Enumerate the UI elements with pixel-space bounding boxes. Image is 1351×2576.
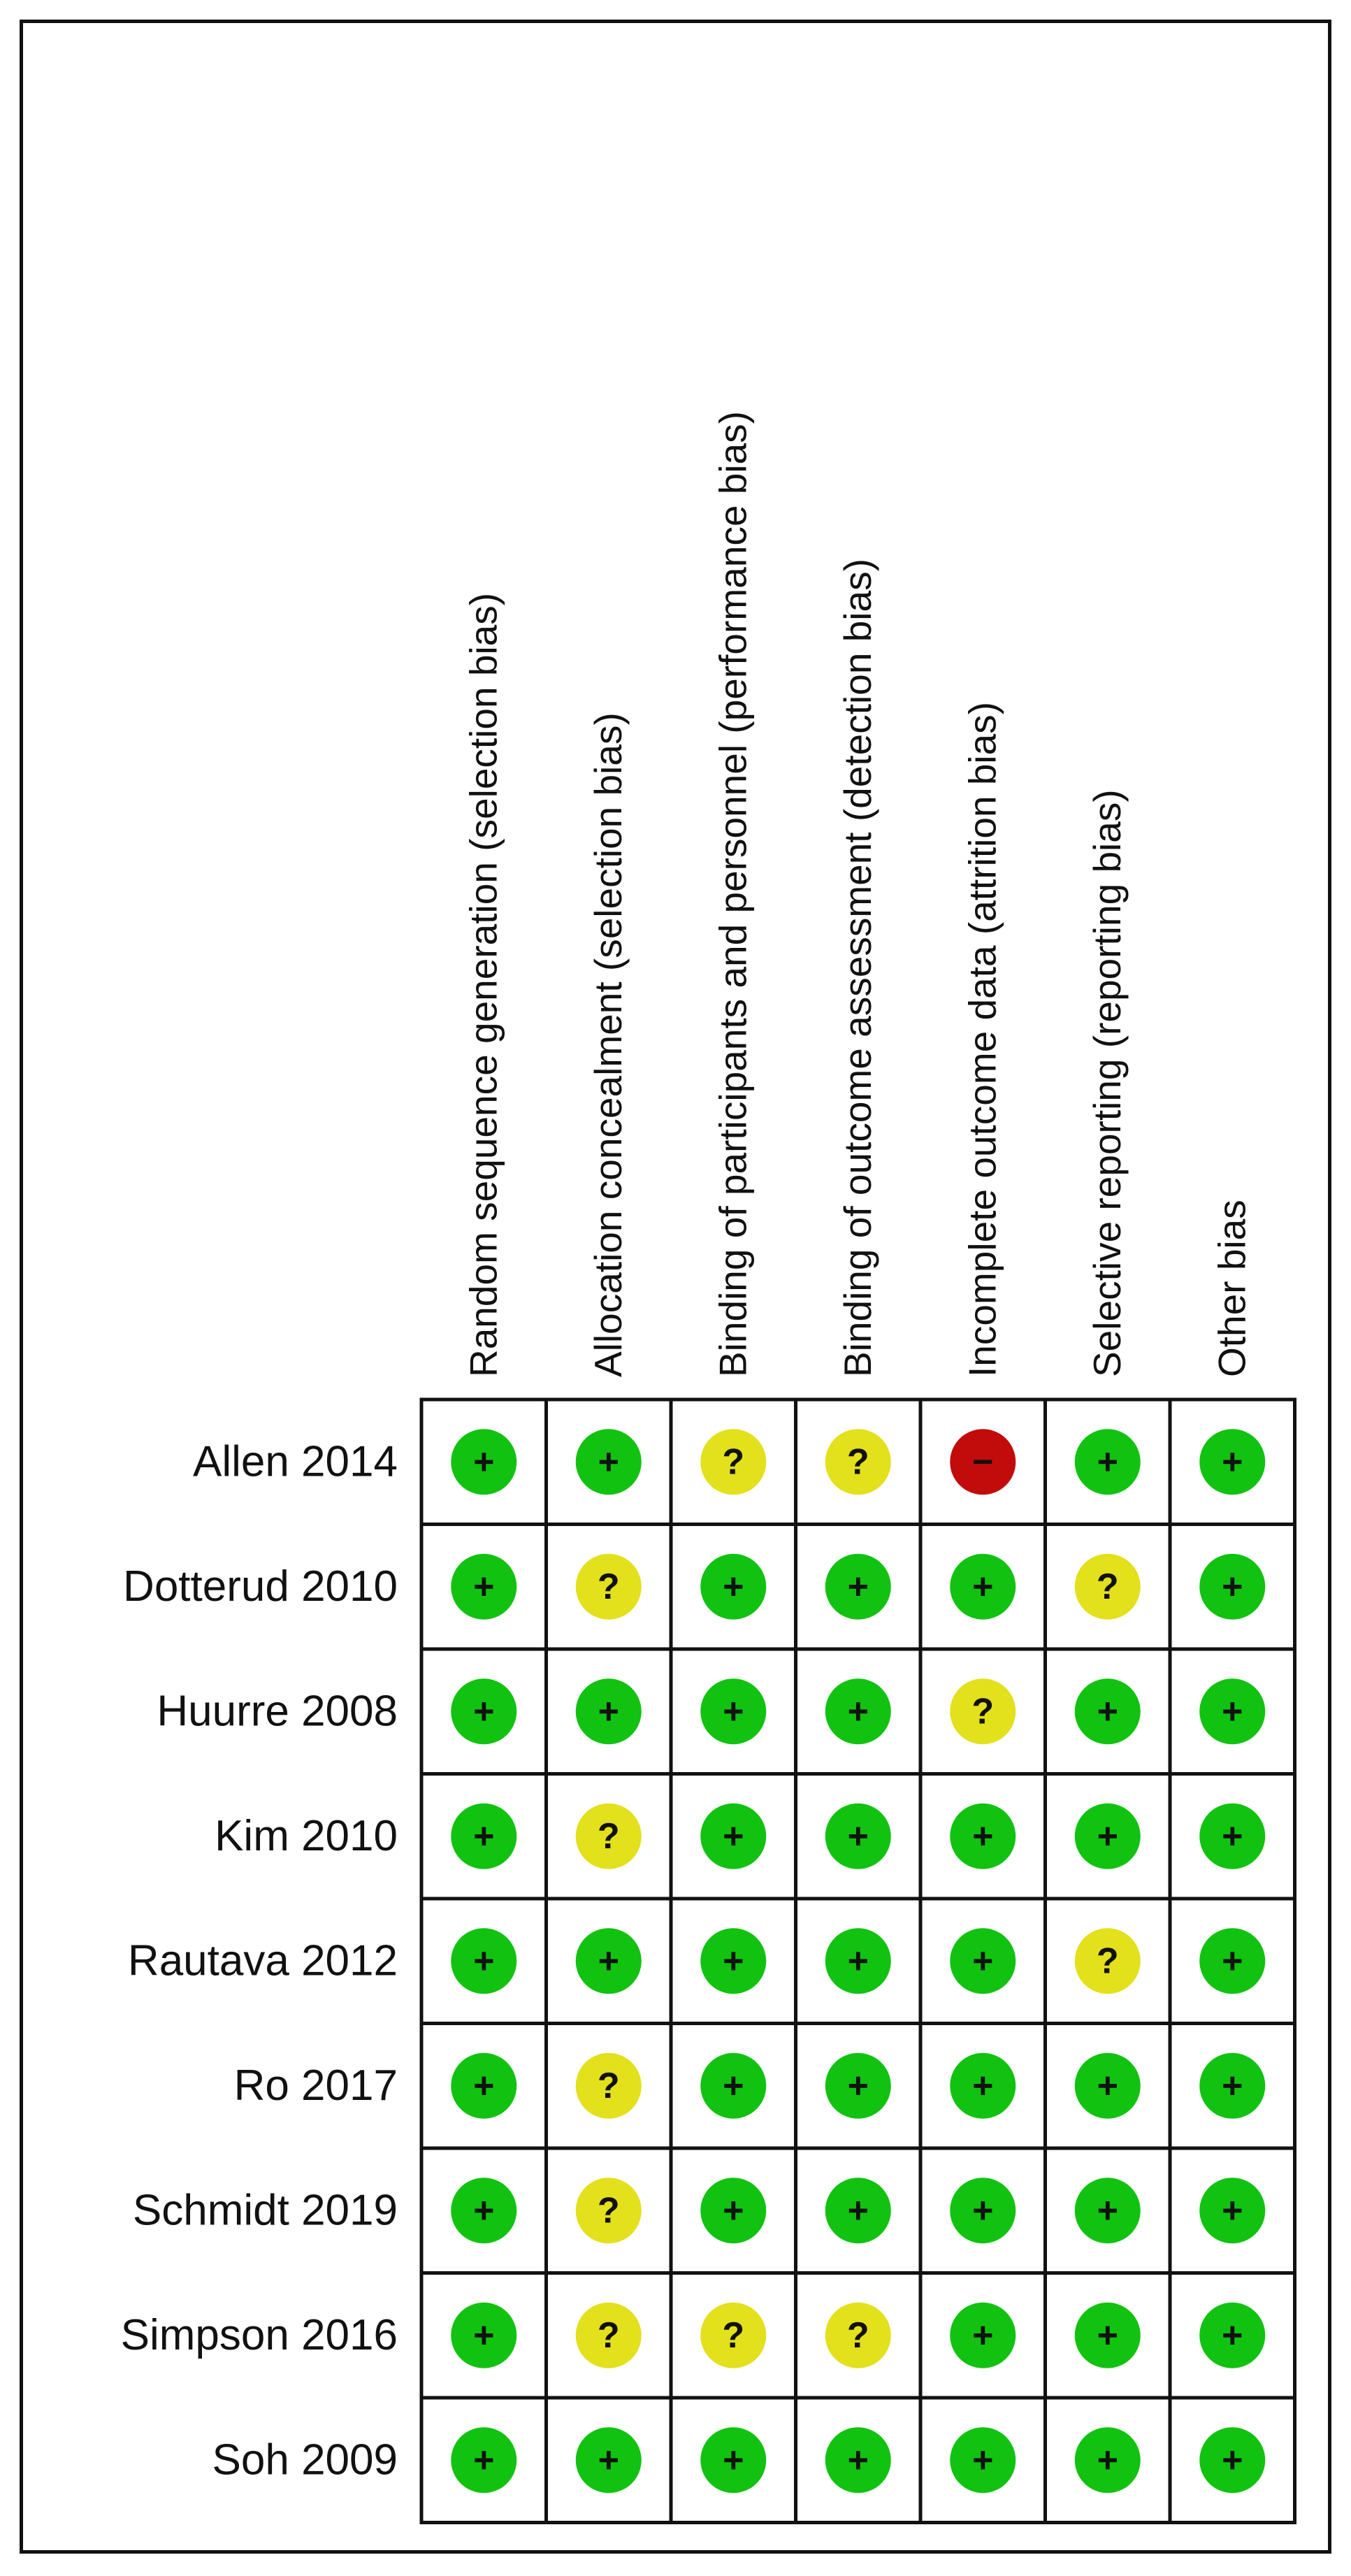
risk-symbol-low: +	[1222, 1441, 1243, 1483]
judgement-low-ro-2017-col-3	[700, 2053, 766, 2119]
judgement-low-soh-2009-col-3	[700, 2427, 766, 2493]
study-label-rautava-2012: Rautava 2012	[127, 1936, 398, 1985]
judgement-low-huurre-2008-col-4	[825, 1678, 891, 1744]
risk-symbol-low: +	[972, 2315, 994, 2356]
judgement-low-dotterud-2010-col-1	[451, 1554, 516, 1620]
judgement-low-rautava-2012-col-4	[825, 1928, 891, 1994]
judgement-low-schmidt-2019-col-3	[700, 2178, 766, 2243]
risk-symbol-low: +	[723, 1566, 744, 1607]
judgement-unclear-rautava-2012-col-6	[1075, 1928, 1141, 1994]
judgement-low-allen-2014-col-6	[1075, 1429, 1141, 1495]
study-label-simpson-2016: Simpson 2016	[120, 2310, 398, 2359]
judgement-low-soh-2009-col-5	[950, 2427, 1016, 2493]
study-label-schmidt-2019: Schmidt 2019	[132, 2186, 398, 2235]
judgement-unclear-ro-2017-col-2	[576, 2053, 642, 2119]
risk-symbol-low: +	[972, 2065, 994, 2106]
judgement-low-huurre-2008-col-6	[1075, 1678, 1141, 1744]
domain-header-allocation-concealment-selection-bias: Allocation concealment (selection bias)	[586, 712, 630, 1377]
risk-symbol-low: +	[972, 1815, 994, 1857]
judgement-low-huurre-2008-col-3	[700, 1678, 766, 1744]
domain-header-random-sequence-generation-selection-bias: Random sequence generation (selection bias)	[461, 592, 505, 1377]
risk-symbol-low: +	[473, 2065, 495, 2106]
risk-symbol-low: +	[598, 2440, 619, 2481]
judgement-low-simpson-2016-col-1	[451, 2303, 516, 2368]
study-label-soh-2009: Soh 2009	[212, 2435, 398, 2484]
judgement-low-soh-2009-col-2	[576, 2427, 642, 2493]
risk-symbol-unclear: ?	[971, 1691, 995, 1732]
judgement-low-soh-2009-col-7	[1199, 2427, 1265, 2493]
risk-symbol-unclear: ?	[722, 1441, 745, 1483]
risk-symbol-low: +	[972, 2440, 994, 2481]
risk-symbol-unclear: ?	[846, 1441, 869, 1483]
risk-symbol-unclear: ?	[597, 1815, 620, 1857]
risk-symbol-low: +	[972, 1566, 994, 1607]
judgement-low-simpson-2016-col-7	[1199, 2303, 1265, 2368]
risk-symbol-unclear: ?	[722, 2315, 745, 2356]
judgement-low-soh-2009-col-6	[1075, 2427, 1141, 2493]
risk-symbol-low: +	[473, 1691, 495, 1732]
judgement-low-simpson-2016-col-6	[1075, 2303, 1141, 2368]
judgement-low-schmidt-2019-col-5	[950, 2178, 1016, 2243]
judgement-unclear-simpson-2016-col-3	[700, 2303, 766, 2368]
judgement-low-dotterud-2010-col-3	[700, 1554, 766, 1620]
judgement-unclear-huurre-2008-col-5	[950, 1678, 1016, 1744]
risk-symbol-low: +	[1222, 2065, 1243, 2106]
judgement-low-rautava-2012-col-5	[950, 1928, 1016, 1994]
judgement-low-allen-2014-col-1	[451, 1429, 516, 1495]
judgement-low-ro-2017-col-4	[825, 2053, 891, 2119]
judgement-low-huurre-2008-col-1	[451, 1678, 516, 1744]
risk-symbol-low: +	[1097, 1441, 1118, 1483]
risk-symbol-low: +	[847, 1941, 869, 1982]
risk-symbol-low: +	[1222, 1941, 1243, 1982]
risk-symbol-low: +	[473, 1566, 495, 1607]
risk-symbol-low: +	[972, 1941, 994, 1982]
risk-symbol-low: +	[598, 1941, 619, 1982]
study-label-ro-2017: Ro 2017	[233, 2061, 398, 2110]
judgement-low-huurre-2008-col-2	[576, 1678, 642, 1744]
risk-symbol-low: +	[473, 1941, 495, 1982]
risk-symbol-low: +	[1097, 2315, 1118, 2356]
risk-symbol-low: +	[598, 1441, 619, 1483]
judgement-low-schmidt-2019-col-6	[1075, 2178, 1141, 2243]
risk-symbol-low: +	[1222, 1566, 1243, 1607]
risk-symbol-unclear: ?	[597, 1566, 620, 1607]
risk-symbol-low: +	[723, 2065, 744, 2106]
risk-symbol-low: +	[847, 1566, 869, 1607]
judgement-low-dotterud-2010-col-4	[825, 1554, 891, 1620]
judgement-low-ro-2017-col-7	[1199, 2053, 1265, 2119]
judgement-low-rautava-2012-col-1	[451, 1928, 516, 1994]
study-label-allen-2014: Allen 2014	[192, 1437, 398, 1486]
judgement-low-ro-2017-col-5	[950, 2053, 1016, 2119]
risk-symbol-unclear: ?	[597, 2065, 620, 2106]
risk-symbol-low: +	[1097, 2440, 1118, 2481]
risk-symbol-unclear: ?	[846, 2315, 869, 2356]
judgement-unclear-allen-2014-col-3	[700, 1429, 766, 1495]
risk-symbol-low: +	[598, 1691, 619, 1732]
judgement-low-ro-2017-col-6	[1075, 2053, 1141, 2119]
judgement-low-rautava-2012-col-3	[700, 1928, 766, 1994]
risk-symbol-low: +	[1097, 1815, 1118, 1857]
study-label-huurre-2008: Huurre 2008	[157, 1687, 398, 1736]
judgement-low-allen-2014-col-7	[1199, 1429, 1265, 1495]
risk-symbol-low: +	[723, 2440, 744, 2481]
judgement-low-allen-2014-col-2	[576, 1429, 642, 1495]
judgement-low-kim-2010-col-6	[1075, 1804, 1141, 1869]
judgement-low-kim-2010-col-7	[1199, 1804, 1265, 1869]
judgement-unclear-kim-2010-col-2	[576, 1804, 642, 1869]
judgement-unclear-simpson-2016-col-2	[576, 2303, 642, 2368]
risk-symbol-low: +	[1222, 2190, 1243, 2231]
domain-header-selective-reporting-reporting-bias: Selective reporting (reporting bias)	[1085, 789, 1129, 1377]
judgement-unclear-dotterud-2010-col-2	[576, 1554, 642, 1620]
judgement-low-kim-2010-col-4	[825, 1804, 891, 1869]
judgement-low-simpson-2016-col-5	[950, 2303, 1016, 2368]
column-headers	[461, 411, 1253, 1377]
judgement-low-rautava-2012-col-2	[576, 1928, 642, 1994]
judgement-low-dotterud-2010-col-7	[1199, 1554, 1265, 1620]
judgement-markers	[451, 1429, 1265, 2493]
risk-symbol-unclear: ?	[1096, 1941, 1119, 1982]
risk-symbol-unclear: ?	[597, 2190, 620, 2231]
risk-symbol-unclear: ?	[597, 2315, 620, 2356]
risk-symbol-low: +	[847, 2065, 869, 2106]
judgement-unclear-schmidt-2019-col-2	[576, 2178, 642, 2243]
domain-header-binding-of-outcome-assessment-detection-bias: Binding of outcome assessment (detection bias)	[835, 559, 879, 1377]
risk-symbol-low: +	[1222, 2315, 1243, 2356]
risk-symbol-low: +	[723, 1815, 744, 1857]
judgement-unclear-dotterud-2010-col-6	[1075, 1554, 1141, 1620]
domain-header-binding-of-participants-and-personnel-performance-bias: Binding of participants and personnel (performance bias)	[711, 411, 755, 1377]
risk-symbol-low: +	[847, 2190, 869, 2231]
judgement-unclear-allen-2014-col-4	[825, 1429, 891, 1495]
judgement-low-kim-2010-col-1	[451, 1804, 516, 1869]
judgement-low-schmidt-2019-col-1	[451, 2178, 516, 2243]
risk-symbol-low: +	[473, 2190, 495, 2231]
risk-symbol-low: +	[1222, 1691, 1243, 1732]
risk-symbol-low: +	[1222, 1815, 1243, 1857]
risk-symbol-low: +	[473, 1815, 495, 1857]
study-labels	[121, 1437, 398, 2484]
risk-symbol-low: +	[473, 1441, 495, 1483]
risk-symbol-low: +	[473, 2440, 495, 2481]
risk-symbol-high: −	[972, 1441, 994, 1483]
risk-symbol-low: +	[723, 1691, 744, 1732]
risk-symbol-low: +	[473, 2315, 495, 2356]
judgement-unclear-simpson-2016-col-4	[825, 2303, 891, 2368]
judgement-low-kim-2010-col-5	[950, 1804, 1016, 1869]
study-label-dotterud-2010: Dotterud 2010	[123, 1562, 398, 1611]
risk-symbol-low: +	[1097, 1691, 1118, 1732]
risk-symbol-low: +	[1222, 2440, 1243, 2481]
risk-symbol-low: +	[847, 1815, 869, 1857]
risk-symbol-low: +	[1097, 2190, 1118, 2231]
judgement-low-dotterud-2010-col-5	[950, 1554, 1016, 1620]
judgement-low-soh-2009-col-1	[451, 2427, 516, 2493]
risk-symbol-low: +	[723, 2190, 744, 2231]
judgement-low-huurre-2008-col-7	[1199, 1678, 1265, 1744]
judgement-low-ro-2017-col-1	[451, 2053, 516, 2119]
risk-symbol-low: +	[1097, 2065, 1118, 2106]
risk-symbol-low: +	[972, 2190, 994, 2231]
judgement-high-allen-2014-col-5	[950, 1429, 1016, 1495]
risk-symbol-low: +	[847, 1691, 869, 1732]
domain-header-incomplete-outcome-data-attrition-bias: Incomplete outcome data (attrition bias)	[960, 701, 1004, 1377]
judgement-low-soh-2009-col-4	[825, 2427, 891, 2493]
judgement-low-schmidt-2019-col-4	[825, 2178, 891, 2243]
risk-symbol-low: +	[723, 1941, 744, 1982]
domain-header-other-bias: Other bias	[1210, 1200, 1254, 1377]
judgement-low-rautava-2012-col-7	[1199, 1928, 1265, 1994]
study-label-kim-2010: Kim 2010	[215, 1811, 398, 1860]
risk-symbol-low: +	[847, 2440, 869, 2481]
judgement-low-kim-2010-col-3	[700, 1804, 766, 1869]
judgement-low-schmidt-2019-col-7	[1199, 2178, 1265, 2243]
risk-symbol-unclear: ?	[1096, 1566, 1119, 1607]
